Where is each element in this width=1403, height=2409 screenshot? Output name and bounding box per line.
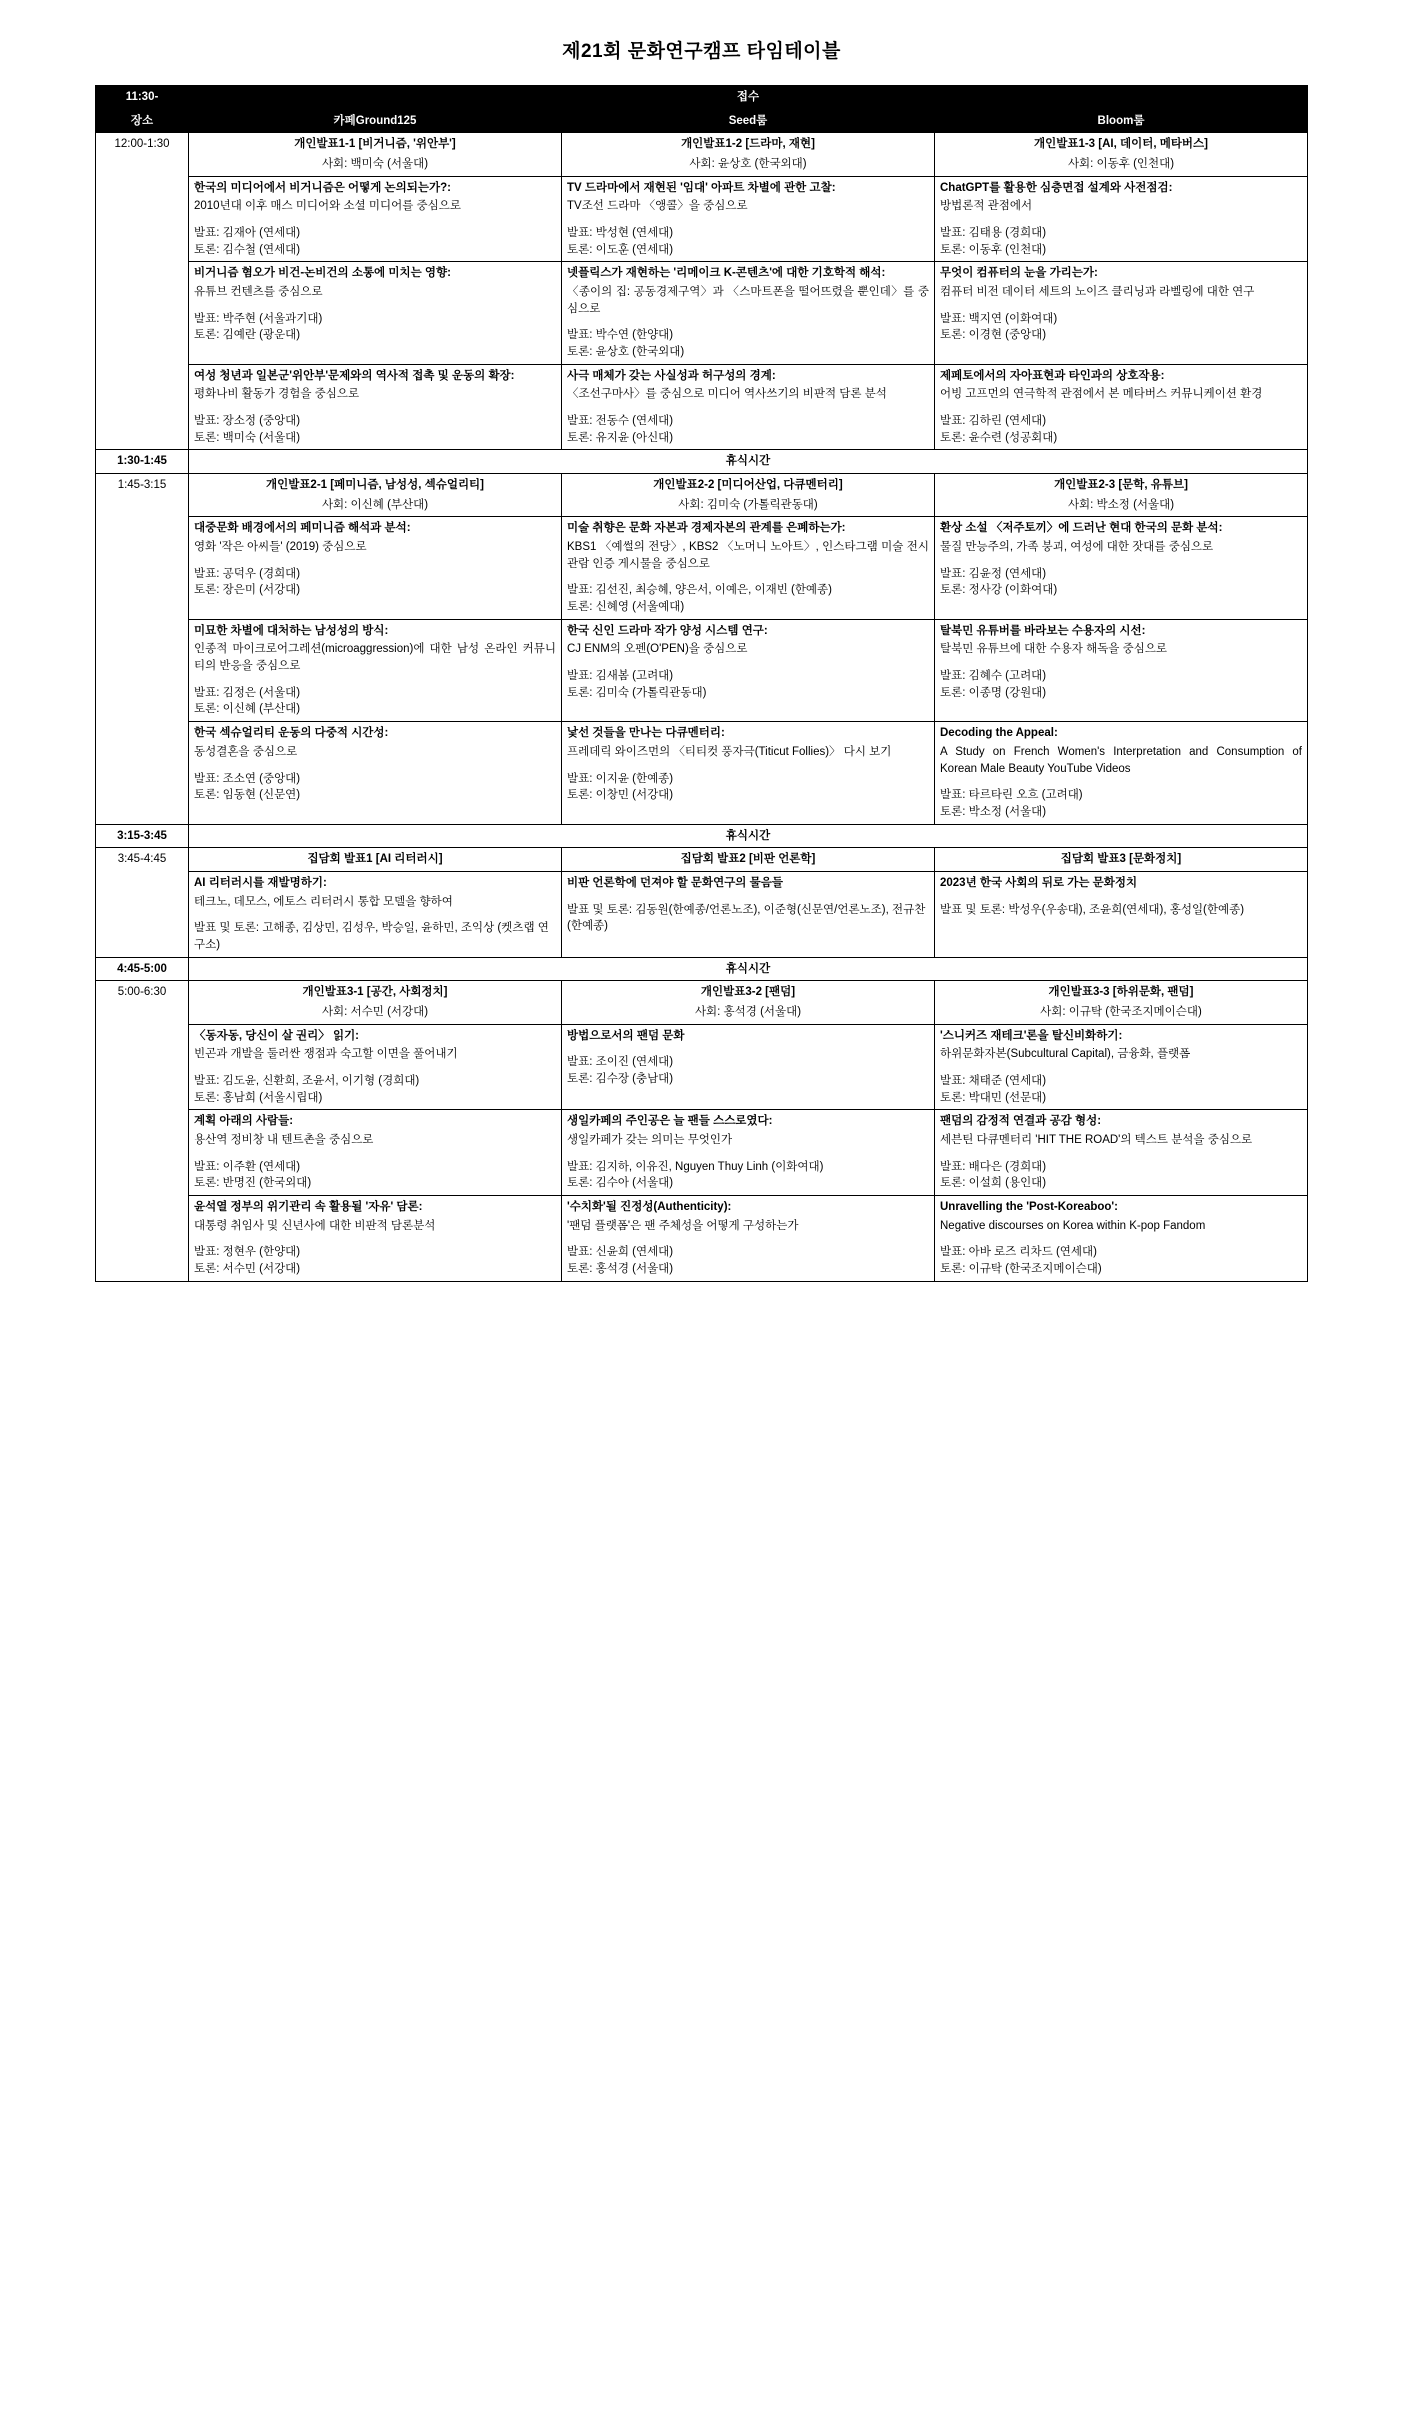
presenter: 발표: 박수연 (한양대) — [567, 329, 674, 342]
session-title-text: 개인발표3-3 [하위문화, 팬덤] — [1048, 986, 1194, 999]
block-time-3: 3:45-4:45 — [96, 848, 189, 957]
session-chair: 사회: 김미숙 (가톨릭관동대) — [678, 498, 818, 511]
discussant: 토론: 윤수련 (성공회대) — [940, 431, 1058, 444]
paper-subtitle: 2010년대 이후 매스 미디어와 소셜 미디어를 중심으로 — [194, 200, 461, 213]
paper-subtitle: 하위문화자본(Subcultural Capital), 금융화, 플랫폼 — [940, 1048, 1191, 1061]
session-chair: 사회: 이신혜 (부산대) — [321, 498, 429, 511]
presenter: 발표: 김도윤, 신환희, 조윤서, 이기형 (경희대) — [194, 1074, 420, 1087]
paper-subtitle: 유튜브 컨텐츠를 중심으로 — [194, 286, 323, 299]
presenter: 발표: 조소연 (중앙대) — [194, 772, 301, 785]
paper-title: 미술 취향은 문화 자본과 경제자본의 관계를 은폐하는가: — [567, 522, 846, 535]
paper-subtitle: 영화 '작은 아씨들' (2019) 중심으로 — [194, 541, 367, 554]
session-title-text: 집담회 발표3 [문화정치] — [1060, 853, 1182, 866]
presenter: 발표: 김정은 (서울대) — [194, 686, 301, 699]
discussant: 토론: 윤상호 (한국외대) — [567, 346, 685, 359]
discussant: 토론: 박대민 (선문대) — [940, 1091, 1047, 1104]
paper-subtitle: TV조선 드라마 〈앵콜〉을 중심으로 — [567, 200, 748, 213]
reception-time: 11:30- — [96, 86, 189, 110]
paper-cell — [189, 722, 562, 824]
break-label: 휴식시간 — [189, 824, 1308, 848]
session-title-text: 개인발표2-1 [페미니즘, 남성성, 섹슈얼리티] — [266, 479, 484, 492]
paper-title: Decoding the Appeal: — [940, 727, 1058, 740]
paper-title: 한국 신인 드라마 작가 양성 시스템 연구: — [567, 624, 768, 637]
session-title-1-1 — [189, 133, 562, 176]
presenter: 발표 및 토론: 고해종, 김상민, 김성우, 박승일, 윤하민, 조익상 (켓츠랩 연구소) — [194, 922, 549, 951]
paper-subtitle: 대통령 취임사 및 신년사에 대한 비판적 담론분석 — [194, 1219, 436, 1232]
paper-subtitle: 물질 만능주의, 가족 붕괴, 여성에 대한 잣대를 중심으로 — [940, 541, 1214, 554]
paper-subtitle: 〈종이의 집: 공동경제구역〉과 〈스마트폰을 떨어뜨렸을 뿐인데〉를 중심으로 — [567, 286, 929, 315]
paper-cell — [562, 1024, 935, 1110]
presenter: 발표: 장소정 (중앙대) — [194, 415, 301, 428]
discussant: 토론: 정사강 (이화여대) — [940, 584, 1058, 597]
paper-cell — [189, 871, 562, 957]
paper-row — [96, 1024, 1308, 1110]
discussant: 토론: 이설희 (용인대) — [940, 1177, 1047, 1190]
break-time: 4:45-5:00 — [96, 957, 189, 981]
session-title-text: 집담회 발표1 [AI 리터러시] — [307, 853, 443, 866]
break-time: 1:30-1:45 — [96, 450, 189, 474]
presenter: 발표 및 토론: 김동원(한예종/언론노조), 이준형(신문연/언론노조), 전규찬(한예종) — [567, 903, 926, 933]
presenter: 발표: 조이진 (연세대) — [567, 1056, 674, 1069]
discussant: 토론: 김수아 (서울대) — [567, 1177, 674, 1190]
paper-row — [96, 364, 1308, 450]
presenter: 발표: 이지윤 (한예종) — [567, 772, 674, 785]
paper-cell — [189, 176, 562, 262]
paper-title: 여성 청년과 일본군'위안부'문제와의 역사적 접촉 및 운동의 확장: — [194, 369, 515, 382]
paper-title: 방법으로서의 팬덤 문화 — [567, 1029, 685, 1042]
session-title-text: 개인발표3-2 [팬덤] — [700, 986, 796, 999]
paper-subtitle: 빈곤과 개발을 둘러싼 쟁점과 숙고할 이면을 풀어내기 — [194, 1048, 458, 1061]
discussant: 토론: 임동현 (신문연) — [194, 789, 301, 802]
venue-room-3: Bloom룸 — [935, 109, 1308, 133]
presenter: 발표: 정현우 (한양대) — [194, 1246, 301, 1259]
paper-cell — [935, 176, 1308, 262]
session-title-3-3 — [935, 848, 1308, 872]
presenter: 발표: 김지하, 이유진, Nguyen Thuy Linh (이화여대) — [567, 1160, 824, 1173]
paper-row — [96, 619, 1308, 721]
venue-header-row — [96, 109, 1308, 133]
presenter: 발표: 타르타린 오흐 (고려대) — [940, 789, 1083, 802]
paper-cell — [562, 619, 935, 721]
venue-room-2: Seed룸 — [562, 109, 935, 133]
paper-cell — [562, 176, 935, 262]
paper-subtitle: 생일카페가 갖는 의미는 무엇인가 — [567, 1133, 733, 1146]
presenter: 발표 및 토론: 박성우(우송대), 조윤희(연세대), 홍성일(한예종) — [940, 903, 1245, 916]
session-title-2-2 — [562, 474, 935, 517]
presenter: 발표: 전동수 (연세대) — [567, 415, 674, 428]
discussant: 토론: 백미숙 (서울대) — [194, 431, 301, 444]
paper-title: TV 드라마에서 재현된 '임대' 아파트 차별에 관한 고찰: — [567, 181, 836, 194]
presenter: 발표: 김혜수 (고려대) — [940, 670, 1047, 683]
presenter: 발표: 김재아 (연세대) — [194, 227, 301, 240]
paper-title: 대중문화 배경에서의 페미니즘 해석과 분석: — [194, 522, 411, 535]
presenter: 발표: 김선진, 최승혜, 양은서, 이예은, 이재빈 (한예종) — [567, 584, 832, 597]
discussant: 토론: 이경현 (중앙대) — [940, 329, 1047, 342]
discussant: 토론: 김수장 (충남대) — [567, 1072, 674, 1085]
break-row-2 — [96, 824, 1308, 848]
paper-title: 미묘한 차별에 대처하는 남성성의 방식: — [194, 624, 389, 637]
session-title-1-3 — [935, 133, 1308, 176]
paper-row — [96, 1110, 1308, 1196]
paper-title: 비판 언론학에 던져야 할 문화연구의 물음들 — [567, 876, 783, 889]
break-row-3 — [96, 957, 1308, 981]
reception-label: 접수 — [189, 86, 1308, 110]
presenter: 발표: 이주환 (연세대) — [194, 1160, 301, 1173]
paper-cell — [189, 1110, 562, 1196]
discussant: 토론: 이신혜 (부산대) — [194, 703, 301, 716]
discussant: 토론: 유지윤 (아신대) — [567, 431, 674, 444]
paper-subtitle: 〈조선구마사〉를 중심으로 미디어 역사쓰기의 비판적 담론 분석 — [567, 388, 887, 401]
block-time-4: 5:00-6:30 — [96, 981, 189, 1281]
discussant: 토론: 박소정 (서울대) — [940, 805, 1047, 818]
paper-title: 제페토에서의 자아표현과 타인과의 상호작용: — [940, 369, 1165, 382]
paper-title: 사극 매체가 갖는 사실성과 허구성의 경계: — [567, 369, 776, 382]
session-title-3-2 — [562, 848, 935, 872]
paper-title: 윤석열 정부의 위기관리 속 활용될 '자유' 담론: — [194, 1200, 423, 1213]
session-chair: 사회: 이동후 (인천대) — [1067, 158, 1175, 171]
page-title: 제21회 문화연구캠프 타임테이블 — [562, 41, 841, 62]
paper-cell — [935, 1110, 1308, 1196]
paper-title: 비거니즘 혐오가 비건-논비건의 소통에 미치는 영향: — [194, 267, 451, 280]
session-title-text: 개인발표1-2 [드라마, 재현] — [681, 138, 815, 151]
session-chair: 사회: 이규탁 (한국조지메이슨대) — [1040, 1005, 1202, 1018]
paper-row — [96, 1195, 1308, 1281]
paper-cell — [189, 262, 562, 364]
paper-subtitle: 테크노, 데모스, 에토스 리터러시 통합 모델을 향하여 — [194, 895, 453, 908]
paper-title: Unravelling the 'Post-Koreaboo': — [940, 1200, 1118, 1213]
presenter: 발표: 백지연 (이화여대) — [940, 312, 1058, 325]
break-label: 휴식시간 — [189, 450, 1308, 474]
session-title-4-1 — [189, 981, 562, 1024]
paper-subtitle: 세븐틴 다큐멘터리 'HIT THE ROAD'의 텍스트 분석을 중심으로 — [940, 1133, 1253, 1146]
paper-cell — [935, 1195, 1308, 1281]
discussant: 토론: 서수민 (서강대) — [194, 1262, 301, 1275]
presenter: 발표: 김하린 (연세대) — [940, 415, 1047, 428]
venue-label: 장소 — [96, 109, 189, 133]
discussant: 토론: 김수철 (연세대) — [194, 243, 301, 256]
discussant: 토론: 김예란 (광운대) — [194, 329, 301, 342]
discussant: 토론: 이도훈 (연세대) — [567, 243, 674, 256]
discussant: 토론: 이동후 (인천대) — [940, 243, 1047, 256]
session-title-text: 개인발표1-1 [비거니즘, '위안부'] — [294, 138, 456, 151]
paper-title: 무엇이 컴퓨터의 눈을 가리는가: — [940, 267, 1098, 280]
paper-cell — [189, 1195, 562, 1281]
paper-title: 탈북민 유튜버를 바라보는 수용자의 시선: — [940, 624, 1146, 637]
discussant: 토론: 이창민 (서강대) — [567, 789, 674, 802]
session-head-row-4 — [96, 981, 1308, 1024]
paper-cell — [562, 517, 935, 619]
session-head-row-3 — [96, 848, 1308, 872]
session-title-text: 개인발표3-1 [공간, 사회정치] — [302, 986, 448, 999]
paper-subtitle: 용산역 정비창 내 텐트촌을 중심으로 — [194, 1133, 374, 1146]
paper-title: 한국 섹슈얼리티 운동의 다중적 시간성: — [194, 727, 389, 740]
paper-subtitle: 탈북민 유튜브에 대한 수용자 해독을 중심으로 — [940, 643, 1168, 656]
paper-title: 계획 아래의 사람들: — [194, 1115, 294, 1128]
discussant: 토론: 이규탁 (한국조지메이슨대) — [940, 1262, 1102, 1275]
session-chair: 사회: 박소정 (서울대) — [1067, 498, 1175, 511]
paper-title: 넷플릭스가 재현하는 '리메이크 K-콘텐츠'에 대한 기호학적 해석: — [567, 267, 886, 280]
timetable — [95, 85, 1308, 1282]
break-time: 3:15-3:45 — [96, 824, 189, 848]
paper-subtitle: KBS1 〈예썰의 전당〉, KBS2 〈노머니 노아트〉, 인스타그램 미술 전시 관람 인증 게시물을 중심으로 — [567, 541, 929, 570]
presenter: 발표: 배다은 (경희대) — [940, 1160, 1047, 1173]
paper-row — [96, 176, 1308, 262]
presenter: 발표: 신윤희 (연세대) — [567, 1246, 674, 1259]
paper-subtitle: '팬덤 플랫폼'은 팬 주체성을 어떻게 구성하는가 — [567, 1219, 799, 1232]
discussant: 토론: 김미숙 (가톨릭관동대) — [567, 686, 707, 699]
discussant: 토론: 신혜영 (서울예대) — [567, 601, 685, 614]
paper-cell — [562, 722, 935, 824]
paper-subtitle: 동성결혼을 중심으로 — [194, 745, 298, 758]
session-chair: 사회: 백미숙 (서울대) — [321, 158, 429, 171]
paper-cell — [935, 619, 1308, 721]
paper-cell — [562, 364, 935, 450]
session-title-text: 개인발표1-3 [AI, 데이터, 메타버스] — [1034, 138, 1208, 151]
paper-subtitle: 평화나비 활동가 경험을 중심으로 — [194, 388, 360, 401]
session-head-row-1 — [96, 133, 1308, 176]
paper-title: ChatGPT를 활용한 심층면접 설계와 사전점검: — [940, 181, 1173, 194]
paper-subtitle: Negative discourses on Korea within K-pop Fandom — [940, 1219, 1206, 1232]
discussant: 토론: 반명진 (한국외대) — [194, 1177, 312, 1190]
session-title-2-3 — [935, 474, 1308, 517]
paper-cell — [189, 517, 562, 619]
presenter: 발표: 공덕우 (경희대) — [194, 567, 301, 580]
paper-title: 팬덤의 감정적 연결과 공감 형성: — [940, 1115, 1102, 1128]
session-title-text: 개인발표2-3 [문학, 유튜브] — [1054, 479, 1188, 492]
paper-subtitle: 어빙 고프먼의 연극학적 관점에서 본 메타버스 커뮤니케이션 환경 — [940, 388, 1263, 401]
presenter: 발표: 김새봄 (고려대) — [567, 670, 674, 683]
paper-title: 〈동자동, 당신이 살 권리〉 읽기: — [194, 1029, 360, 1042]
presenter: 발표: 채태준 (연세대) — [940, 1074, 1047, 1087]
paper-cell — [189, 1024, 562, 1110]
paper-cell — [562, 262, 935, 364]
paper-cell — [189, 364, 562, 450]
paper-title: 한국의 미디어에서 비거니즘은 어떻게 논의되는가?: — [194, 181, 451, 194]
paper-row — [96, 517, 1308, 619]
paper-subtitle: CJ ENM의 오펜(O'PEN)을 중심으로 — [567, 643, 748, 656]
paper-row — [96, 871, 1308, 957]
discussant: 토론: 홍남희 (서울시립대) — [194, 1091, 323, 1104]
session-title-2-1 — [189, 474, 562, 517]
break-row-1 — [96, 450, 1308, 474]
paper-title: '스니커즈 재테크'론을 탈신비화하기: — [940, 1029, 1123, 1042]
paper-cell — [935, 364, 1308, 450]
session-title-text: 개인발표2-2 [미디어산업, 다큐멘터리] — [653, 479, 843, 492]
paper-subtitle: 프레데릭 와이즈먼의 〈티티컷 풍자극(Titicut Follies)〉 다시 보기 — [567, 745, 892, 758]
discussant: 토론: 장은미 (서강대) — [194, 584, 301, 597]
session-title-4-3 — [935, 981, 1308, 1024]
break-label: 휴식시간 — [189, 957, 1308, 981]
paper-title: 생일카페의 주인공은 늘 팬들 스스로였다: — [567, 1115, 773, 1128]
presenter: 발표: 김윤정 (연세대) — [940, 567, 1047, 580]
session-title-text: 집담회 발표2 [비판 언론학] — [680, 853, 816, 866]
presenter: 발표: 김태용 (경희대) — [940, 227, 1047, 240]
paper-row — [96, 262, 1308, 364]
paper-title: 낯선 것들을 만나는 다큐멘터리: — [567, 727, 725, 740]
discussant: 토론: 이종명 (강원대) — [940, 686, 1047, 699]
block-time-1: 12:00-1:30 — [96, 133, 189, 450]
paper-subtitle: 방법론적 관점에서 — [940, 200, 1033, 213]
session-head-row-2 — [96, 474, 1308, 517]
presenter: 발표: 박주현 (서울과기대) — [194, 312, 323, 325]
session-chair: 사회: 홍석경 (서울대) — [694, 1005, 802, 1018]
paper-subtitle: 인종적 마이크로어그레션(microaggression)에 대한 남성 온라인 커뮤니티의 반응을 중심으로 — [194, 643, 556, 673]
session-chair: 사회: 윤상호 (한국외대) — [689, 158, 807, 171]
paper-cell — [935, 1024, 1308, 1110]
session-chair: 사회: 서수민 (서강대) — [321, 1005, 429, 1018]
block-time-2: 1:45-3:15 — [96, 474, 189, 824]
paper-subtitle: 컴퓨터 비전 데이터 세트의 노이즈 클리닝과 라벨링에 대한 연구 — [940, 286, 1255, 299]
presenter: 발표: 박성현 (연세대) — [567, 227, 674, 240]
paper-title: 환상 소설 〈저주토끼〉에 드러난 현대 한국의 문화 분석: — [940, 522, 1223, 535]
paper-cell — [935, 262, 1308, 364]
venue-room-1: 카페Ground125 — [189, 109, 562, 133]
paper-cell — [935, 871, 1308, 957]
presenter: 발표: 아바 로즈 리차드 (연세대) — [940, 1246, 1097, 1259]
discussant: 토론: 홍석경 (서울대) — [567, 1262, 674, 1275]
paper-cell — [562, 871, 935, 957]
paper-title: 2023년 한국 사회의 뒤로 가는 문화정치 — [940, 876, 1138, 889]
session-title-4-2 — [562, 981, 935, 1024]
paper-title: '수치화'될 진정성(Authenticity): — [567, 1200, 732, 1213]
paper-row — [96, 722, 1308, 824]
paper-cell — [562, 1195, 935, 1281]
paper-subtitle: A Study on French Women's Interpretation and Consumption of Korean Male Beauty YouTube Videos — [940, 745, 1302, 775]
paper-cell — [935, 517, 1308, 619]
paper-cell — [935, 722, 1308, 824]
session-title-3-1 — [189, 848, 562, 872]
session-title-1-2 — [562, 133, 935, 176]
paper-cell — [189, 619, 562, 721]
reception-row — [96, 86, 1308, 110]
paper-cell — [562, 1110, 935, 1196]
paper-title: AI 리터러시를 재발명하기: — [194, 876, 327, 889]
